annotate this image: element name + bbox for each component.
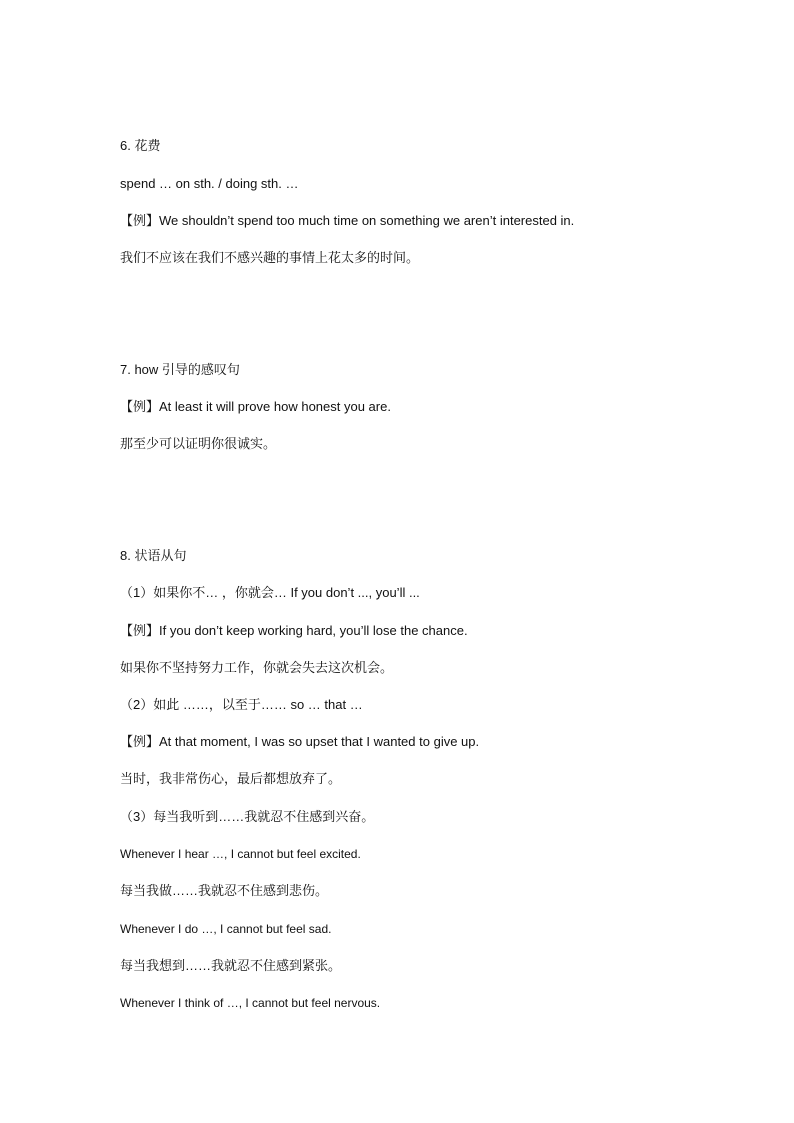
section-8-item3-english-3: Whenever I think of …, I cannot but feel nervous. [120,996,381,1010]
section-6-example: 【例】We shouldn’t spend too much time on something we aren’t interested in. [120,213,575,228]
section-8-item1-translation: 如果你不坚持努力工作，你就会失去这次机会。 [120,660,394,675]
section-6-translation: 我们不应该在我们不感兴趣的事情上花太多的时间。 [120,250,420,265]
section-8-item2-example: 【例】At that moment, I was so upset that I wanted to give up. [120,734,480,749]
section-7-translation: 那至少可以证明你很诚实。 [120,436,277,451]
section-7-heading: 7. how 引导的感叹句 [120,362,240,377]
section-8-item3-english-1: Whenever I hear …, I cannot but feel excited. [120,847,361,861]
section-6-pattern: spend … on sth. / doing sth. … [120,176,299,191]
section-8-item3-title: （3）每当我听到……我就忍不住感到兴奋。 [120,809,375,824]
section-8-item3-chinese-2: 每当我做……我就忍不住感到悲伤。 [120,883,329,898]
section-8-item1-example: 【例】If you don’t keep working hard, you’ll lose the chance. [120,623,468,638]
section-8-item3-english-2: Whenever I do …, I cannot but feel sad. [120,922,332,936]
section-8-item2-title: （2）如此 ……，以至于…… so … that … [120,697,363,712]
section-8-item1-title: （1）如果你不… ，你就会… If you don’t ..., you’ll ... [120,585,420,600]
section-8-heading: 8. 状语从句 [120,548,187,563]
section-7-example: 【例】At least it will prove how honest you are. [120,399,391,414]
section-8-item2-translation: 当时，我非常伤心，最后都想放弃了。 [120,771,342,786]
section-6-heading: 6. 花费 [120,138,161,153]
section-8-item3-chinese-3: 每当我想到……我就忍不住感到紧张。 [120,958,342,973]
